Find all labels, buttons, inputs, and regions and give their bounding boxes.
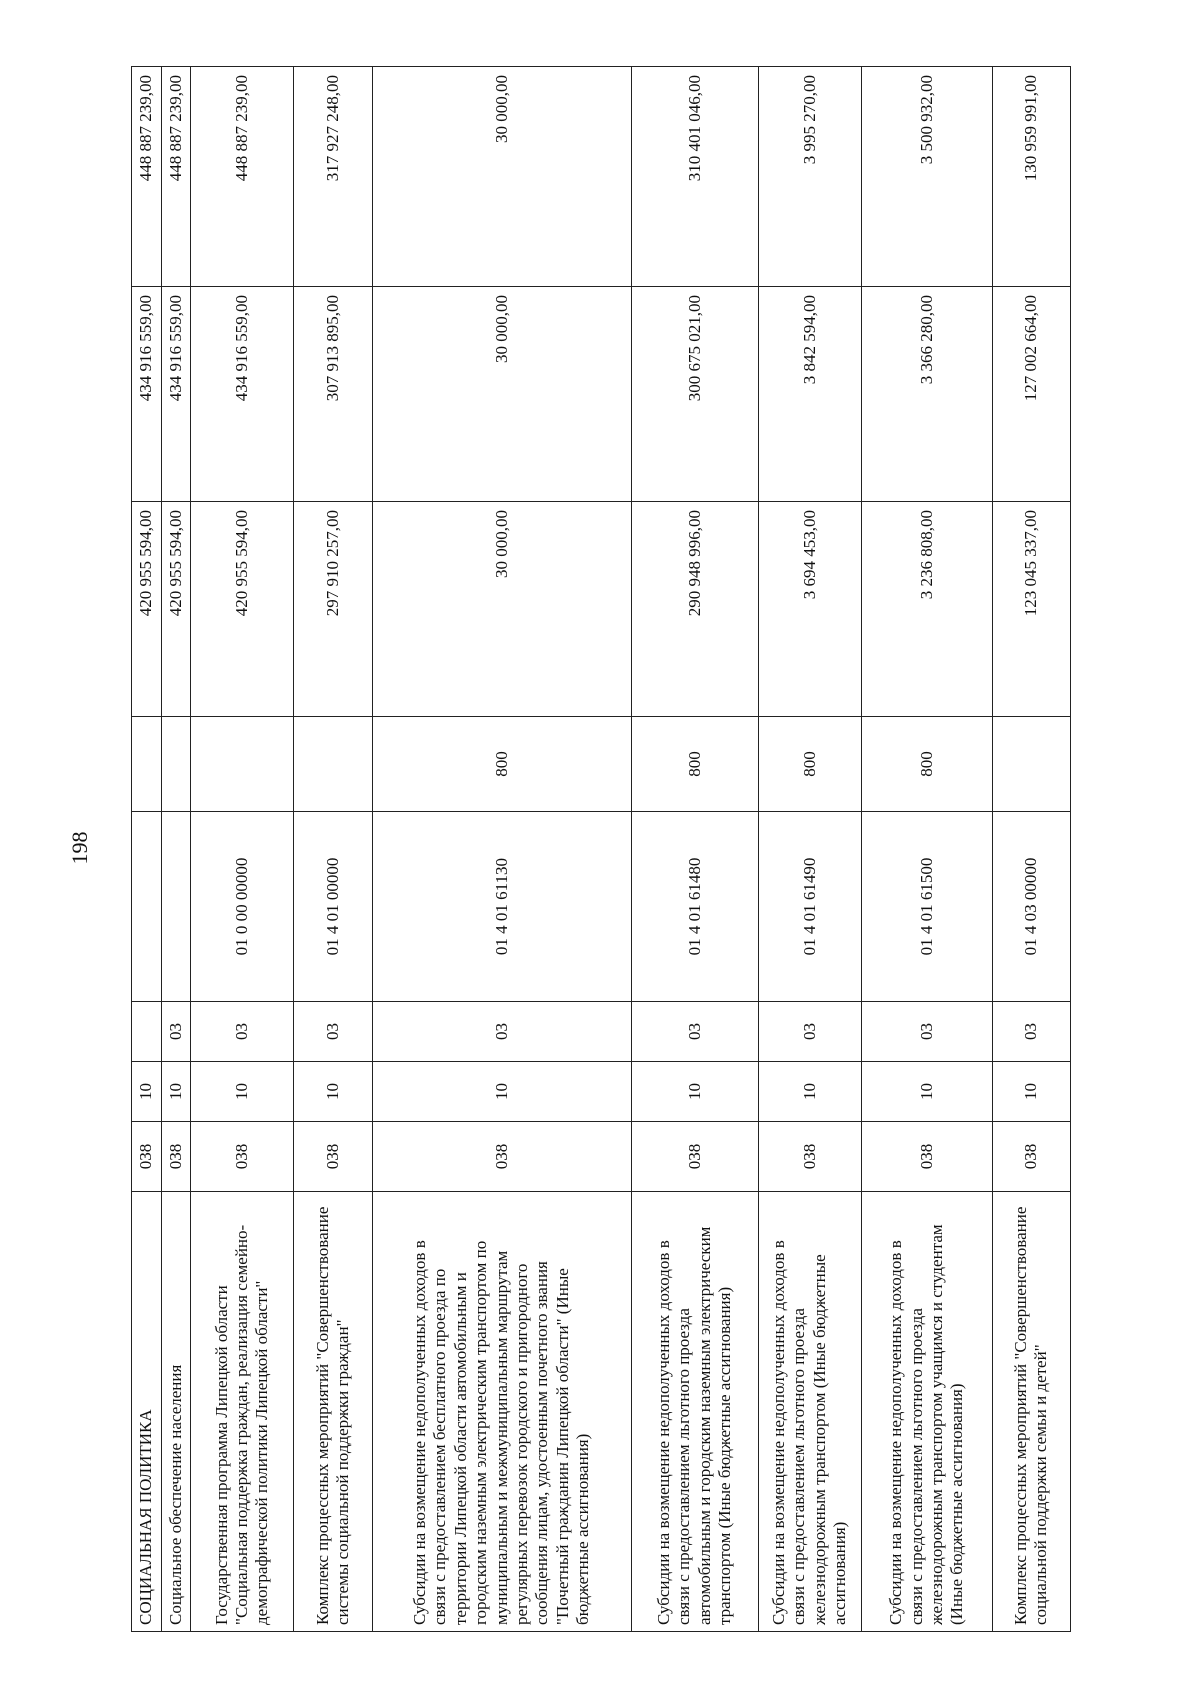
row-vr xyxy=(191,717,294,812)
table-row xyxy=(294,67,372,1632)
row-year3: 3 500 932,00 xyxy=(862,67,993,287)
row-vr: 800 xyxy=(632,717,759,812)
row-year2: 434 916 559,00 xyxy=(161,287,191,502)
table-row xyxy=(862,67,993,1632)
row-name: Субсидии на возмещение недополученных доходов в связи с предоставлением льготного проезда железнодорожным транспортом (Иные бюджетные ассигнования) xyxy=(758,1192,861,1632)
row-pr: 03 xyxy=(632,1002,759,1062)
row-vr xyxy=(132,717,162,812)
page-number: 198 xyxy=(67,831,92,865)
row-year2: 300 675 021,00 xyxy=(632,287,759,502)
table-row xyxy=(632,67,759,1632)
row-ved: 038 xyxy=(372,1122,632,1192)
row-year3: 317 927 248,00 xyxy=(294,67,372,287)
row-year3: 448 887 239,00 xyxy=(191,67,294,287)
row-name: Субсидии на возмещение недополученных доходов в связи с предоставлением льготного проезда железнодорожным транспортом учащимся и студентам (Иные бюджетные ассигнования) xyxy=(862,1192,993,1632)
row-name: Комплекс процессных мероприятий "Совершенствование системы социальной поддержки граждан" xyxy=(294,1192,372,1632)
row-year3: 310 401 046,00 xyxy=(632,67,759,287)
row-rz: 10 xyxy=(372,1062,632,1122)
row-year3: 130 959 991,00 xyxy=(992,67,1070,287)
row-vr xyxy=(294,717,372,812)
row-csr: 01 4 03 00000 xyxy=(992,812,1070,1002)
row-csr: 01 4 01 61130 xyxy=(372,812,632,1002)
row-year3: 30 000,00 xyxy=(372,67,632,287)
row-pr: 03 xyxy=(758,1002,861,1062)
row-csr: 01 0 00 00000 xyxy=(191,812,294,1002)
row-year2: 127 002 664,00 xyxy=(992,287,1070,502)
row-ved: 038 xyxy=(992,1122,1070,1192)
row-ved: 038 xyxy=(294,1122,372,1192)
row-year2: 434 916 559,00 xyxy=(191,287,294,502)
row-name: Комплекс процессных мероприятий "Совершенствование социальной поддержки семьи и детей" xyxy=(992,1192,1070,1632)
row-rz: 10 xyxy=(294,1062,372,1122)
row-rz: 10 xyxy=(161,1062,191,1122)
row-csr: 01 4 01 61490 xyxy=(758,812,861,1002)
row-rz: 10 xyxy=(132,1062,162,1122)
rotated-table-wrapper xyxy=(131,67,1071,1632)
row-year1: 290 948 996,00 xyxy=(632,502,759,717)
table-row xyxy=(132,67,162,1632)
row-year2: 30 000,00 xyxy=(372,287,632,502)
row-ved: 038 xyxy=(758,1122,861,1192)
row-rz: 10 xyxy=(862,1062,993,1122)
row-name: СОЦИАЛЬНАЯ ПОЛИТИКА xyxy=(132,1192,162,1632)
row-ved: 038 xyxy=(862,1122,993,1192)
row-csr: 01 4 01 61500 xyxy=(862,812,993,1002)
row-ved: 038 xyxy=(632,1122,759,1192)
row-vr xyxy=(992,717,1070,812)
row-name: Субсидии на возмещение недополученных доходов в связи с предоставлением льготного проезда автомобильным и городским наземным электрическим транспортом (Иные бюджетные ассигнования) xyxy=(632,1192,759,1632)
row-year3: 448 887 239,00 xyxy=(161,67,191,287)
row-year2: 434 916 559,00 xyxy=(132,287,162,502)
row-year3: 3 995 270,00 xyxy=(758,67,861,287)
row-pr: 03 xyxy=(372,1002,632,1062)
row-pr: 03 xyxy=(191,1002,294,1062)
table-row xyxy=(372,67,632,1632)
row-name: Государственная программа Липецкой области "Социальная поддержка граждан, реализация семейно-демографической политики Липецкой области" xyxy=(191,1192,294,1632)
row-pr: 03 xyxy=(862,1002,993,1062)
budget-table xyxy=(131,66,1071,1632)
table-row xyxy=(992,67,1070,1632)
row-year1: 420 955 594,00 xyxy=(161,502,191,717)
row-rz: 10 xyxy=(191,1062,294,1122)
row-year3: 448 887 239,00 xyxy=(132,67,162,287)
table-row xyxy=(758,67,861,1632)
row-pr xyxy=(132,1002,162,1062)
row-ved: 038 xyxy=(132,1122,162,1192)
row-rz: 10 xyxy=(632,1062,759,1122)
table-row xyxy=(191,67,294,1632)
row-year1: 297 910 257,00 xyxy=(294,502,372,717)
row-rz: 10 xyxy=(992,1062,1070,1122)
table-row xyxy=(161,67,191,1632)
row-csr: 01 4 01 00000 xyxy=(294,812,372,1002)
row-csr xyxy=(132,812,162,1002)
row-year1: 3 236 808,00 xyxy=(862,502,993,717)
row-year2: 307 913 895,00 xyxy=(294,287,372,502)
row-vr xyxy=(161,717,191,812)
row-name: Субсидии на возмещение недополученных доходов в связи с предоставлением бесплатного проезда по территории Липецкой области автомобильным и городским наземным электрическим транспортом по муниципальным и межмуниципальным маршрутам регулярных перевозок городского и пригородного сообщения лицам, удостоенным почетного звания "Почетный гражданин Липецкой области" (Иные бюджетные ассигнования) xyxy=(372,1192,632,1632)
row-year1: 3 694 453,00 xyxy=(758,502,861,717)
row-name: Социальное обеспечение населения xyxy=(161,1192,191,1632)
row-year2: 3 366 280,00 xyxy=(862,287,993,502)
row-csr xyxy=(161,812,191,1002)
row-vr: 800 xyxy=(862,717,993,812)
row-csr: 01 4 01 61480 xyxy=(632,812,759,1002)
row-pr: 03 xyxy=(294,1002,372,1062)
row-ved: 038 xyxy=(161,1122,191,1192)
row-pr: 03 xyxy=(992,1002,1070,1062)
row-vr: 800 xyxy=(758,717,861,812)
row-ved: 038 xyxy=(191,1122,294,1192)
row-year1: 420 955 594,00 xyxy=(132,502,162,717)
row-year1: 30 000,00 xyxy=(372,502,632,717)
row-year1: 420 955 594,00 xyxy=(191,502,294,717)
row-rz: 10 xyxy=(758,1062,861,1122)
row-year2: 3 842 594,00 xyxy=(758,287,861,502)
row-vr: 800 xyxy=(372,717,632,812)
row-year1: 123 045 337,00 xyxy=(992,502,1070,717)
row-pr: 03 xyxy=(161,1002,191,1062)
